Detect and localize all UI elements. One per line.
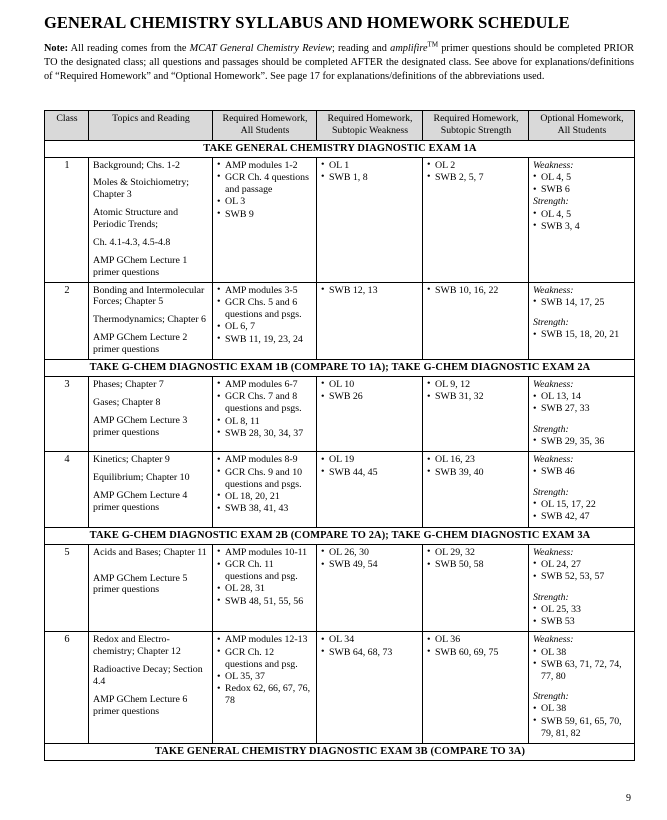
- required-homework-weakness-cell: [317, 376, 423, 451]
- weakness-label: Weakness:: [533, 284, 574, 296]
- optional-weakness-list: [533, 391, 631, 415]
- topic-item: Redox and Electro-chemistry; Chapter 12: [93, 634, 181, 658]
- weakness-label: Weakness:: [533, 634, 574, 646]
- topic-item: Moles & Stoichiometry; Chapter 3: [93, 177, 190, 201]
- list-item: • SWB 52, 53, 57: [533, 571, 631, 583]
- list-item: • OL 25, 33: [533, 604, 631, 616]
- list-item: • SWB 11, 19, 23, 24: [217, 334, 313, 346]
- column-header-topics-line1: Topics and Reading: [112, 113, 190, 124]
- list-item: • GCR Ch. 12 questions and psg.: [217, 647, 313, 671]
- list-item: • OL 38: [533, 647, 631, 659]
- list-item: • OL 28, 31: [217, 583, 313, 595]
- list-item: • SWB 14, 17, 25: [533, 297, 631, 309]
- spacer: [533, 479, 631, 487]
- strength-label: Strength:: [533, 317, 569, 328]
- required-all-list: [217, 160, 313, 221]
- list-item: • SWB 49, 54: [321, 559, 419, 571]
- required-homework-strength-cell: [423, 282, 529, 359]
- optional-strength-list: [533, 703, 631, 739]
- list-item: • SWB 28, 30, 34, 37: [217, 428, 313, 440]
- column-header-required-strength-line1: Required Homework,: [433, 113, 519, 124]
- strength-label: Strength:: [533, 196, 569, 208]
- column-header-required-weakness-line1: Required Homework,: [327, 113, 413, 124]
- optional-homework-cell: [529, 376, 635, 451]
- list-item: • OL 26, 30: [321, 547, 419, 559]
- list-item: • AMP modules 1-2: [217, 160, 313, 172]
- column-header-required-strength: [423, 111, 529, 141]
- required-all-list: [217, 285, 313, 346]
- list-item: • OL 16, 23: [427, 454, 525, 466]
- list-item: • Redox 62, 66, 67, 76, 78: [217, 683, 313, 707]
- topic-item: Equilibrium; Chapter 10: [93, 472, 190, 484]
- list-item: • OL 13, 14: [533, 391, 631, 403]
- required-all-list: [217, 547, 313, 608]
- list-item: • OL 4, 5: [533, 209, 631, 221]
- list-item: • SWB 60, 69, 75: [427, 647, 525, 659]
- optional-strength-list: [533, 329, 631, 341]
- spacer: [93, 565, 209, 573]
- column-header-class: [45, 111, 89, 141]
- class-number: 5: [45, 544, 89, 632]
- spacer: [533, 584, 631, 592]
- strength-label: Strength:: [533, 486, 569, 498]
- list-item: • SWB 15, 18, 20, 21: [533, 329, 631, 341]
- required-homework-all-cell: [213, 157, 317, 282]
- required-homework-weakness-cell: [317, 452, 423, 527]
- syllabus-table-body: [45, 140, 635, 760]
- list-item: • OL 2: [427, 160, 525, 172]
- list-item: • SWB 31, 32: [427, 391, 525, 403]
- column-header-optional-all-line1: Optional Homework,: [540, 113, 624, 124]
- list-item: • OL 1: [321, 160, 419, 172]
- list-item: • SWB 50, 58: [427, 559, 525, 571]
- list-item: • GCR Ch. 11 questions and psg.: [217, 559, 313, 583]
- syllabus-table: [44, 110, 635, 761]
- banner-exam-1b-2a: TAKE G-CHEM DIAGNOSTIC EXAM 1B (COMPARE TO 1A); TAKE G-CHEM DIAGNOSTIC EXAM 2A: [45, 359, 635, 376]
- required-homework-weakness-cell: [317, 544, 423, 632]
- list-item: • AMP modules 12-13: [217, 634, 313, 646]
- list-item: • AMP modules 6-7: [217, 379, 313, 391]
- note-book-title: MCAT General Chemistry Review: [189, 43, 332, 54]
- list-item: • AMP modules 10-11: [217, 547, 313, 559]
- required-homework-all-cell: [213, 632, 317, 744]
- required-all-list: [217, 454, 313, 515]
- optional-homework-cell: [529, 282, 635, 359]
- column-header-required-weakness: [317, 111, 423, 141]
- topic-item: AMP GChem Lecture 1 primer questions: [93, 254, 188, 278]
- list-item: • SWB 9: [217, 209, 313, 221]
- column-header-topics: [89, 111, 213, 141]
- required-weakness-list: [321, 160, 419, 184]
- page-number: 9: [626, 793, 631, 804]
- note-text-3: primer questions should be completed PRIOR TO the designated class; all questions and passages should be completed AFTER the designated class. See above for explanations/definitions of “Required Homework” and “Optional Homework”. See page 17 for explanations/definitions of the abbreviations used.: [44, 43, 635, 82]
- strength-label: Strength:: [533, 691, 569, 703]
- list-item: • SWB 29, 35, 36: [533, 436, 631, 448]
- list-item: • OL 38: [533, 703, 631, 715]
- list-item: • SWB 64, 68, 73: [321, 647, 419, 659]
- list-item: • OL 36: [427, 634, 525, 646]
- list-item: • GCR Ch. 4 questions and passage: [217, 172, 313, 196]
- class-number: 4: [45, 452, 89, 527]
- list-item: • SWB 10, 16, 22: [427, 285, 525, 297]
- banner-row-exam-1b-2a: [45, 359, 635, 376]
- list-item: • OL 19: [321, 454, 419, 466]
- topics-and-reading-cell: [89, 376, 213, 451]
- required-homework-weakness-cell: [317, 282, 423, 359]
- banner-row-exam-1a: [45, 140, 635, 157]
- optional-weakness-list: [533, 172, 631, 196]
- topics-and-reading-cell: [89, 544, 213, 632]
- list-item: • SWB 38, 41, 43: [217, 503, 313, 515]
- list-item: • OL 29, 32: [427, 547, 525, 559]
- list-item: • OL 3: [217, 196, 313, 208]
- table-row: [45, 157, 635, 282]
- list-item: • GCR Chs. 7 and 8 questions and psgs.: [217, 391, 313, 415]
- topic-item: Ch. 4.1-4.3, 4.5-4.8: [93, 236, 171, 248]
- page-title: GENERAL CHEMISTRY SYLLABUS AND HOMEWORK SCHEDULE: [44, 13, 570, 32]
- column-header-optional-all: [529, 111, 635, 141]
- required-weakness-list: [321, 379, 419, 403]
- required-homework-weakness-cell: [317, 632, 423, 744]
- required-all-list: [217, 379, 313, 440]
- optional-weakness-list: [533, 647, 631, 683]
- required-weakness-list: [321, 547, 419, 571]
- strength-label: Strength:: [533, 591, 569, 603]
- list-item: • OL 35, 37: [217, 671, 313, 683]
- required-strength-list: [427, 160, 525, 184]
- topics-and-reading-cell: [89, 157, 213, 282]
- topic-item: Thermodynamics; Chapter 6: [93, 314, 206, 326]
- weakness-label: Weakness:: [533, 159, 574, 171]
- list-item: • SWB 39, 40: [427, 467, 525, 479]
- list-item: • SWB 44, 45: [321, 467, 419, 479]
- list-item: • SWB 46: [533, 466, 631, 478]
- optional-homework-cell: [529, 452, 635, 527]
- list-item: • AMP modules 3-5: [217, 285, 313, 297]
- list-item: • SWB 42, 47: [533, 511, 631, 523]
- list-item: • GCR Chs. 5 and 6 questions and psgs.: [217, 297, 313, 321]
- list-item: • SWB 6: [533, 184, 631, 196]
- table-row: [45, 452, 635, 527]
- list-item: • SWB 26: [321, 391, 419, 403]
- list-item: • SWB 27, 33: [533, 403, 631, 415]
- table-row: [45, 632, 635, 744]
- list-item: • AMP modules 8-9: [217, 454, 313, 466]
- topic-item: Radioactive Decay; Section 4.4: [93, 664, 203, 687]
- required-homework-strength-cell: [423, 452, 529, 527]
- class-number: 1: [45, 157, 89, 282]
- spacer: [533, 416, 631, 424]
- list-item: • GCR Chs. 9 and 10 questions and psgs.: [217, 467, 313, 491]
- note-text-2: ; reading and: [331, 43, 391, 54]
- optional-weakness-list: [533, 297, 631, 309]
- topic-item: Acids and Bases; Chapter 11: [93, 546, 207, 558]
- weakness-label: Weakness:: [533, 378, 574, 390]
- banner-row-exam-2b-3a: [45, 527, 635, 544]
- list-item: • OL 8, 11: [217, 416, 313, 428]
- required-homework-all-cell: [213, 544, 317, 632]
- class-number: 2: [45, 282, 89, 359]
- required-homework-weakness-cell: [317, 157, 423, 282]
- optional-homework-cell: [529, 157, 635, 282]
- note-product-name: amplifire: [390, 43, 428, 54]
- list-item: • OL 34: [321, 634, 419, 646]
- class-number: 3: [45, 376, 89, 451]
- optional-strength-list: [533, 209, 631, 233]
- required-homework-all-cell: [213, 282, 317, 359]
- list-item: • SWB 48, 51, 55, 56: [217, 596, 313, 608]
- list-item: • SWB 53: [533, 616, 631, 628]
- note-label: Note:: [44, 43, 69, 54]
- topic-item: AMP GChem Lecture 4 primer questions: [93, 490, 188, 513]
- list-item: • SWB 2, 5, 7: [427, 172, 525, 184]
- required-weakness-list: [321, 454, 419, 478]
- note-paragraph: [44, 42, 634, 83]
- column-header-class-line1: Class: [56, 113, 78, 124]
- topic-item: Bonding and Intermolecular Forces; Chapter 5: [93, 284, 205, 308]
- required-weakness-list: [321, 285, 419, 297]
- spacer: [533, 683, 631, 691]
- banner-exam-2b-3a: TAKE G-CHEM DIAGNOSTIC EXAM 2B (COMPARE TO 2A); TAKE G-CHEM DIAGNOSTIC EXAM 3A: [45, 527, 635, 544]
- table-header-row: [45, 111, 635, 141]
- list-item: • SWB 59, 61, 65, 70, 79, 81, 82: [533, 716, 631, 740]
- optional-homework-cell: [529, 544, 635, 632]
- required-homework-all-cell: [213, 376, 317, 451]
- required-homework-strength-cell: [423, 544, 529, 632]
- required-strength-list: [427, 547, 525, 571]
- list-item: • SWB 63, 71, 72, 74, 77, 80: [533, 659, 631, 683]
- weakness-label: Weakness:: [533, 546, 574, 558]
- optional-strength-list: [533, 436, 631, 448]
- optional-weakness-list: [533, 559, 631, 583]
- list-item: • SWB 1, 8: [321, 172, 419, 184]
- required-strength-list: [427, 634, 525, 658]
- note-text-1: All reading comes from the: [68, 43, 190, 54]
- list-item: • OL 10: [321, 379, 419, 391]
- required-homework-strength-cell: [423, 157, 529, 282]
- topic-item: Kinetics; Chapter 9: [93, 454, 170, 466]
- optional-strength-list: [533, 604, 631, 628]
- column-header-required-strength-line2: Subtopic Strength: [440, 124, 512, 136]
- list-item: • SWB 12, 13: [321, 285, 419, 297]
- banner-exam-1a: TAKE GENERAL CHEMISTRY DIAGNOSTIC EXAM 1A: [45, 140, 635, 157]
- banner-exam-3b: TAKE GENERAL CHEMISTRY DIAGNOSTIC EXAM 3B (COMPARE TO 3A): [45, 743, 635, 760]
- topic-item: AMP GChem Lecture 6 primer questions: [93, 693, 188, 717]
- optional-strength-list: [533, 499, 631, 523]
- required-weakness-list: [321, 634, 419, 658]
- banner-row-exam-3b: [45, 743, 635, 760]
- topic-item: Gases; Chapter 8: [93, 396, 161, 408]
- required-strength-list: [427, 454, 525, 478]
- topic-item: Background; Chs. 1-2: [93, 159, 180, 171]
- spacer: [533, 309, 631, 317]
- class-number: 6: [45, 632, 89, 744]
- topic-item: Phases; Chapter 7: [93, 378, 164, 390]
- table-row: [45, 282, 635, 359]
- required-strength-list: [427, 285, 525, 297]
- topics-and-reading-cell: [89, 452, 213, 527]
- table-row: [45, 544, 635, 632]
- topic-item: AMP GChem Lecture 3 primer questions: [93, 414, 188, 438]
- optional-homework-cell: [529, 632, 635, 744]
- topic-item: AMP GChem Lecture 5 primer questions: [93, 572, 188, 596]
- list-item: • SWB 3, 4: [533, 221, 631, 233]
- topics-and-reading-cell: [89, 632, 213, 744]
- table-row: [45, 376, 635, 451]
- list-item: • OL 18, 20, 21: [217, 491, 313, 503]
- column-header-required-all: [213, 111, 317, 141]
- list-item: • OL 24, 27: [533, 559, 631, 571]
- list-item: • OL 4, 5: [533, 172, 631, 184]
- required-all-list: [217, 634, 313, 707]
- strength-label: Strength:: [533, 423, 569, 435]
- weakness-label: Weakness:: [533, 454, 574, 466]
- topics-and-reading-cell: [89, 282, 213, 359]
- topic-item: AMP GChem Lecture 2 primer questions: [93, 332, 188, 355]
- trademark-symbol: TM: [427, 40, 439, 49]
- optional-weakness-list: [533, 466, 631, 478]
- column-header-required-all-line1: Required Homework,: [222, 113, 308, 124]
- required-homework-strength-cell: [423, 376, 529, 451]
- column-header-optional-all-line2: All Students: [557, 124, 607, 136]
- required-strength-list: [427, 379, 525, 403]
- column-header-required-all-line2: All Students: [240, 124, 290, 136]
- column-header-required-weakness-line2: Subtopic Weakness: [331, 124, 409, 136]
- required-homework-all-cell: [213, 452, 317, 527]
- list-item: • OL 15, 17, 22: [533, 499, 631, 511]
- topic-item: Atomic Structure and Periodic Trends;: [93, 207, 179, 230]
- list-item: • OL 6, 7: [217, 321, 313, 333]
- list-item: • OL 9, 12: [427, 379, 525, 391]
- required-homework-strength-cell: [423, 632, 529, 744]
